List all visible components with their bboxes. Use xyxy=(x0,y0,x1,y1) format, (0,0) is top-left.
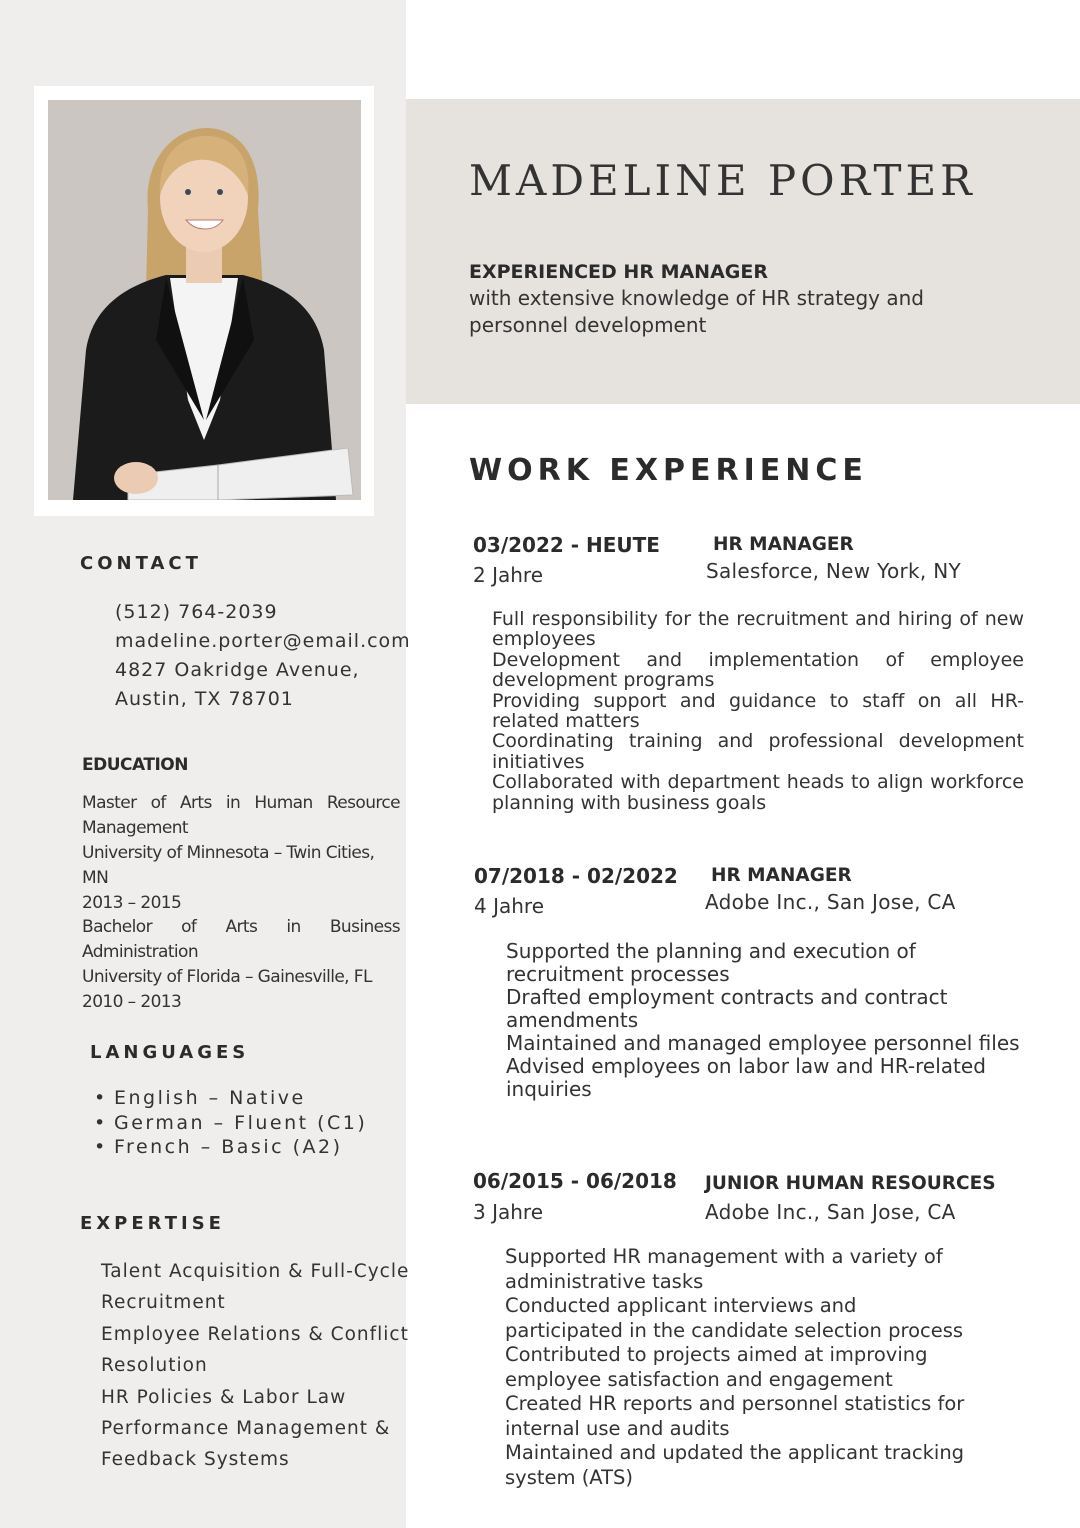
duty-item: Created HR reports and personnel statistics for internal use and audits xyxy=(505,1392,965,1440)
duty-item: Maintained and managed employee personnel files xyxy=(506,1031,1020,1055)
expertise-line: Performance Management & xyxy=(101,1418,391,1440)
expertise-line: Resolution xyxy=(101,1355,208,1377)
tagline-text: with extensive knowledge of HR strategy and personnel development xyxy=(469,286,924,337)
job-title: HR MANAGER xyxy=(711,865,852,886)
education-degree: Master of Arts in Human Resource Management xyxy=(82,793,400,838)
contact-email: madeline.porter@email.com xyxy=(115,630,411,652)
job-title: JUNIOR HUMAN RESOURCES xyxy=(705,1173,996,1194)
candidate-name: MADELINE PORTER xyxy=(469,156,976,205)
duty-item: Conducted applicant interviews and participated in the candidate selection process xyxy=(505,1294,964,1342)
contact-list xyxy=(115,598,411,714)
education-years: 2010 – 2013 xyxy=(82,992,182,1012)
duty-item: Development and implementation of employee development programs xyxy=(492,648,1024,692)
education-heading: EDUCATION xyxy=(82,755,188,775)
expertise-list xyxy=(101,1256,421,1476)
profile-photo xyxy=(48,100,361,500)
language-item: • English – Native xyxy=(114,1086,367,1111)
duty-item: Coordinating training and professional development initiatives xyxy=(492,730,1024,773)
job-duties xyxy=(505,1245,975,1490)
language-item: • French – Basic (A2) xyxy=(114,1135,367,1160)
contact-address-line1: 4827 Oakridge Avenue, xyxy=(115,659,360,681)
contact-phone: (512) 764-2039 xyxy=(115,601,278,623)
job-dates: 03/2022 - HEUTE xyxy=(473,533,660,557)
languages-list xyxy=(114,1086,367,1160)
expertise-heading: EXPERTISE xyxy=(80,1213,225,1234)
education-school: University of Florida – Gainesville, FL xyxy=(82,967,372,987)
expertise-line: Talent Acquisition & Full-Cycle xyxy=(101,1261,410,1282)
job-company: Salesforce, New York, NY xyxy=(706,559,961,583)
job-title: HR MANAGER xyxy=(713,534,854,555)
duty-item: Providing support and guidance to staff on all HR-related matters xyxy=(492,689,1024,733)
job-dates: 06/2015 - 06/2018 xyxy=(473,1169,677,1193)
job-company: Adobe Inc., San Jose, CA xyxy=(705,890,956,914)
job-duration: 3 Jahre xyxy=(473,1200,543,1224)
education-years: 2013 – 2015 xyxy=(82,893,182,913)
duty-item: Contributed to projects aimed at improving employee satisfaction and engagement xyxy=(505,1343,928,1391)
language-item: • German – Fluent (C1) xyxy=(114,1111,367,1136)
job-duties xyxy=(492,609,1024,813)
job-duration: 2 Jahre xyxy=(473,563,543,587)
expertise-line: Feedback Systems xyxy=(101,1449,290,1471)
expertise-line: Employee Relations & Conflict xyxy=(101,1323,409,1345)
education-school: University of Minnesota – Twin Cities, MN xyxy=(82,843,375,888)
duty-item: Full responsibility for the recruitment and hiring of new employees xyxy=(492,608,1024,651)
work-experience-heading: WORK EXPERIENCE xyxy=(469,453,868,488)
portrait-illustration xyxy=(48,100,361,500)
languages-heading: LANGUAGES xyxy=(90,1042,250,1063)
contact-heading: CONTACT xyxy=(80,553,202,574)
duty-item: Supported HR management with a variety of administrative tasks xyxy=(505,1245,943,1293)
job-dates: 07/2018 - 02/2022 xyxy=(474,864,678,888)
job-company: Adobe Inc., San Jose, CA xyxy=(705,1200,956,1224)
duty-item: Advised employees on labor law and HR-related inquiries xyxy=(506,1054,986,1101)
job-duties xyxy=(506,940,1026,1101)
contact-address-line2: Austin, TX 78701 xyxy=(115,688,294,710)
education-entry xyxy=(82,791,400,916)
expertise-line: Recruitment xyxy=(101,1292,226,1314)
duty-item: Maintained and updated the applicant tracking system (ATS) xyxy=(505,1441,965,1489)
header-band xyxy=(406,99,1080,404)
education-degree: Bachelor of Arts in Business Administration xyxy=(82,917,400,962)
education-entry xyxy=(82,915,400,1015)
job-duration: 4 Jahre xyxy=(474,894,544,918)
duty-item: Supported the planning and execution of recruitment processes xyxy=(506,939,916,986)
expertise-line: HR Policies & Labor Law xyxy=(101,1386,347,1408)
tagline-title: EXPERIENCED HR MANAGER xyxy=(469,261,768,283)
duty-item: Collaborated with department heads to align workforce planning with business goals xyxy=(492,771,1024,814)
duty-item: Drafted employment contracts and contract amendments xyxy=(506,985,948,1032)
